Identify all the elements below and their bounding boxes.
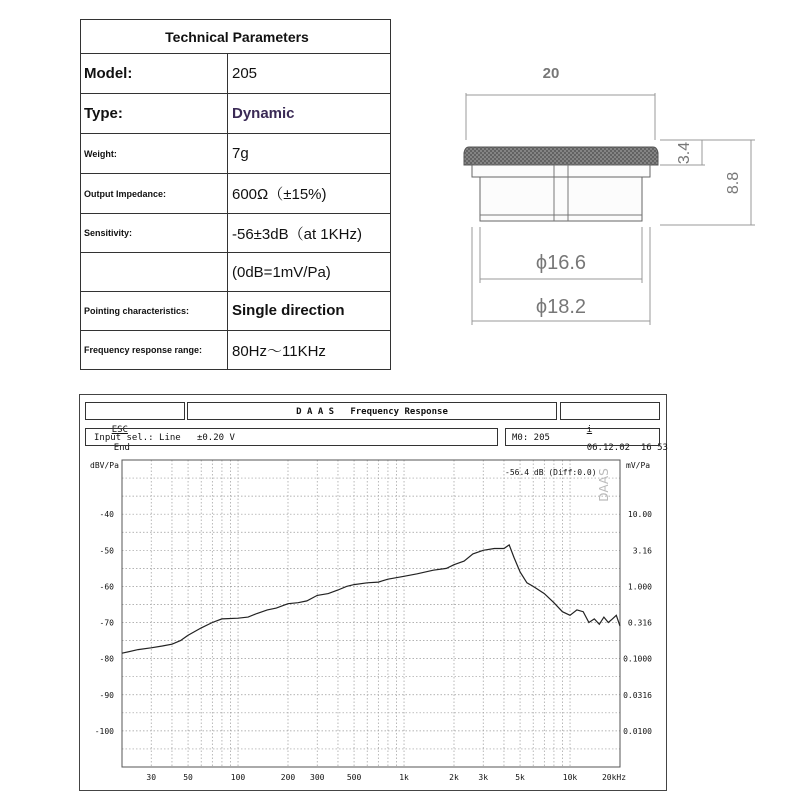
spec-value-frequency: 80Hz～11KHz: [228, 331, 391, 370]
y-ticks: [95, 510, 114, 736]
x-tick-label: 1k: [399, 773, 409, 782]
y2-axis-label: mV/Pa: [626, 461, 651, 470]
capsule-body: [480, 177, 642, 221]
capsule-dimension-drawing: [455, 55, 775, 345]
x-tick-label: 20kHz: [601, 773, 627, 782]
y-tick-label: -50: [99, 546, 114, 556]
y2-tick-label: 1.000: [627, 582, 652, 592]
spec-label-reference: [81, 253, 228, 292]
readout-label: -56.4 dB (Diff:0.0): [505, 468, 597, 477]
x-tick-label: 100: [230, 773, 246, 782]
y-tick-label: -40: [99, 510, 114, 520]
y-axis-label: dBV/Pa: [90, 461, 119, 470]
frequency-response-curve: [122, 545, 620, 653]
spec-label-weight: Weight:: [81, 134, 228, 174]
x-tick-label: 30: [146, 773, 157, 782]
inner-diameter-label: ϕ16.6: [535, 252, 587, 274]
frequency-response-chart: [80, 395, 666, 790]
capsule-body-top: [472, 165, 650, 177]
y2-tick-label: 0.0316: [623, 690, 652, 700]
y-tick-label: -90: [99, 690, 114, 700]
total-height-label: 8.8: [725, 171, 742, 195]
spec-value-impedance: 600Ω（±15%): [228, 174, 391, 214]
m0-label: M0: 205: [505, 428, 660, 446]
daas-watermark: DAAS: [597, 468, 611, 502]
spec-value-weight: 7g: [228, 134, 391, 174]
x-tick-label: 50: [183, 773, 193, 782]
spec-table: [80, 19, 391, 370]
y-tick-label: -80: [99, 654, 114, 664]
x-ticks: [146, 773, 626, 782]
y-tick-label: -60: [99, 582, 114, 592]
spec-label-sensitivity: Sensitivity:: [81, 214, 228, 253]
y-tick-label: -70: [99, 618, 114, 628]
y2-tick-label: 0.1000: [623, 654, 652, 664]
y2-tick-label: 10.00: [627, 510, 652, 520]
spec-value-type: Dynamic: [228, 94, 391, 134]
width-dimension-label: 20: [542, 65, 560, 82]
chart-grid: [122, 460, 620, 767]
spec-label-type: Type:: [81, 94, 228, 134]
spec-label-frequency: Frequency response range:: [81, 331, 228, 370]
spec-table-title: Technical Parameters: [81, 20, 391, 54]
info-key: i: [586, 425, 593, 435]
spec-value-reference: (0dB=1mV/Pa): [228, 253, 391, 292]
x-tick-label: 10k: [562, 773, 578, 782]
x-tick-label: 200: [280, 773, 296, 782]
spec-label-model: Model:: [81, 54, 228, 94]
y2-tick-label: 0.316: [627, 618, 652, 628]
y2-tick-label: 3.16: [632, 546, 652, 556]
spec-value-model: 205: [228, 54, 391, 94]
outer-diameter-label: ϕ18.2: [535, 296, 587, 318]
cap-height-label: 3.4: [676, 141, 693, 165]
input-select: Input sel.: Line ±0.20 V: [85, 428, 498, 446]
x-tick-label: 5k: [515, 773, 525, 782]
y2-tick-label: 0.0100: [623, 726, 652, 736]
spec-label-pointing: Pointing characteristics:: [81, 292, 228, 331]
esc-label: End: [113, 443, 130, 453]
datetime: 06.12.02 16 53: [586, 443, 668, 453]
y2-ticks: [623, 510, 652, 736]
daas-title: D A A S Frequency Response: [187, 402, 557, 420]
spec-value-pointing: Single direction: [228, 292, 391, 331]
x-tick-label: 500: [346, 773, 362, 782]
daas-panel: [79, 394, 667, 791]
mesh-cap: [464, 147, 658, 165]
y-tick-label: -100: [94, 726, 114, 736]
x-tick-label: 3k: [478, 773, 489, 782]
x-tick-label: 300: [310, 773, 325, 782]
x-tick-label: 2k: [449, 773, 459, 782]
spec-label-impedance: Output Impedance:: [81, 174, 228, 214]
spec-value-sensitivity: -56±3dB（at 1KHz): [228, 214, 391, 253]
plot-frame: [122, 460, 620, 767]
esc-key: ESC: [111, 425, 128, 435]
